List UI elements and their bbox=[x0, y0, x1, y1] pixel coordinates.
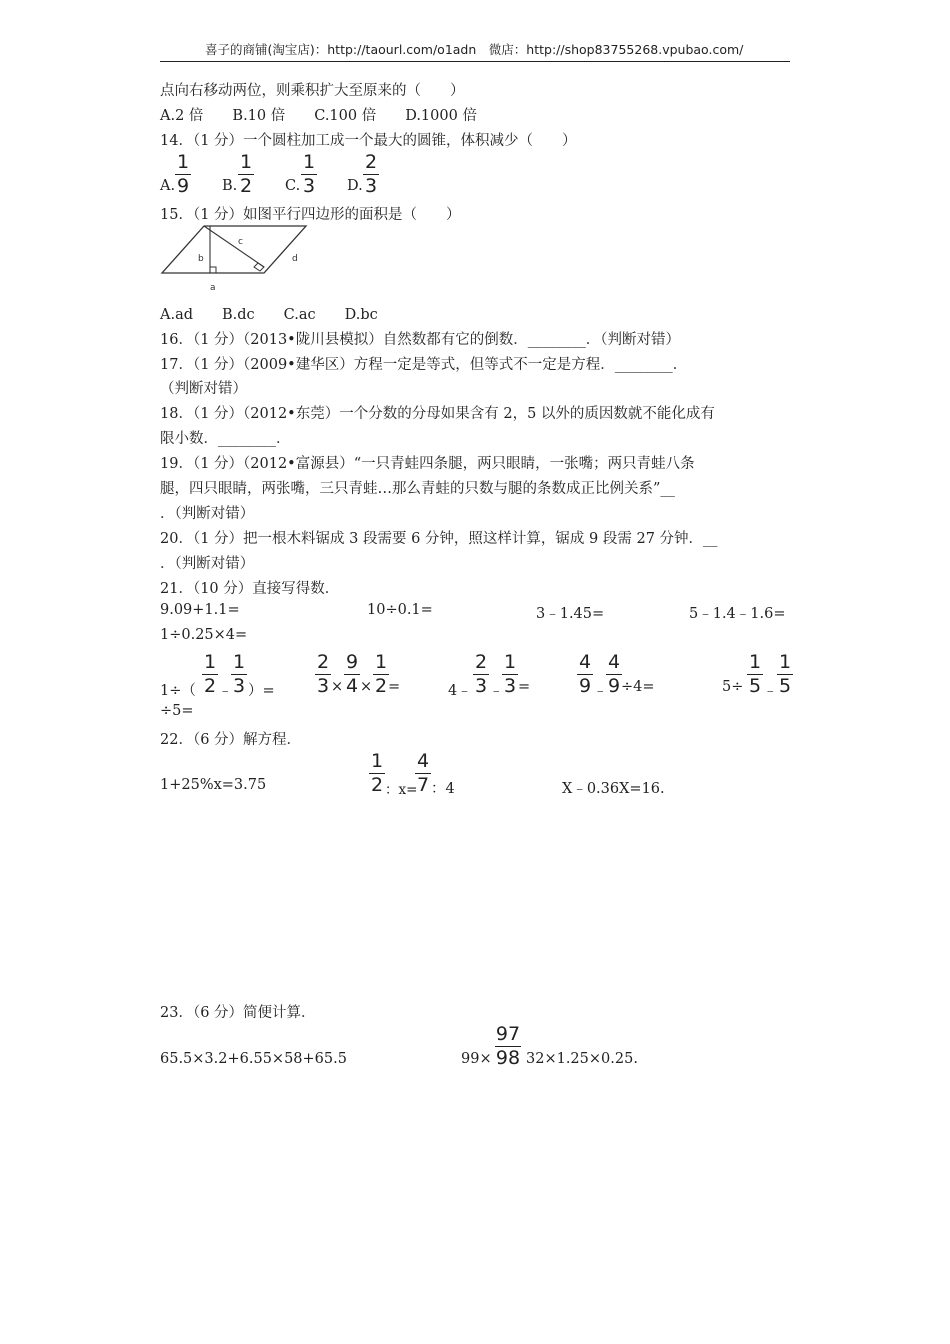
q14-label-d: D. bbox=[347, 178, 363, 194]
q14-label-c: C. bbox=[285, 178, 301, 194]
q21-e3-frac2: $\frac{1}{3}$ bbox=[503, 651, 517, 697]
q21-e2-op1: × bbox=[331, 679, 344, 695]
parallelogram-outline bbox=[162, 226, 306, 273]
q17-line1: 17．（1 分）（2009•建华区）方程一定是等式，但等式不一定是方程．________． bbox=[160, 357, 688, 373]
q20-line2: ．（判断对错） bbox=[160, 556, 255, 572]
q16-text: 16．（1 分）（2013•陇川县模拟）自然数都有它的倒数．________．（判断对错） bbox=[160, 332, 680, 348]
q21-e5-frac1: $\frac{1}{5}$ bbox=[748, 651, 762, 697]
parallelogram-figure bbox=[158, 222, 310, 294]
label-b: b bbox=[198, 254, 204, 264]
q22-e2-sep2: ：4 bbox=[431, 781, 455, 797]
q21-e1-pre: 1÷（ bbox=[160, 683, 196, 699]
q21-e4-frac1: $\frac{4}{9}$ bbox=[578, 651, 592, 697]
right-angle-mark-b bbox=[210, 267, 216, 273]
label-d: d bbox=[292, 254, 298, 264]
q22-e2-sep1: ：x= bbox=[385, 782, 418, 798]
page-header: 喜子的商铺(淘宝店)：http://taourl.com/o1adn 微店：http://shop83755268.vpubao.com/ bbox=[205, 42, 744, 57]
q21-e5-pre: 5÷ bbox=[722, 679, 744, 695]
q21-e3-pre: 4﹣ bbox=[448, 683, 472, 699]
q13-stem-tail: 点向右移动两位，则乘积扩大至原来的（ ） bbox=[160, 83, 465, 99]
q21-e5-op: ﹣ bbox=[763, 683, 778, 699]
q22-e2-frac1: $\frac{1}{2}$ bbox=[370, 750, 384, 796]
q14-stem: 14．（1 分）一个圆柱加工成一个最大的圆锥，体积减少（ ） bbox=[160, 133, 577, 149]
q21-e2-frac1: $\frac{2}{3}$ bbox=[316, 651, 330, 697]
q21-expr-5: 1÷0.25×4= bbox=[160, 627, 248, 643]
q21-e2-op2: × bbox=[360, 679, 373, 695]
q14-label-b: B. bbox=[222, 178, 238, 194]
q21-e3-op: ﹣ bbox=[489, 683, 504, 699]
q13-options: A.2 倍 B.10 倍 C.100 倍 D.1000 倍 bbox=[160, 108, 477, 124]
q21-expr-2: 10÷0.1= bbox=[367, 602, 433, 618]
q21-e3-post: = bbox=[518, 679, 531, 695]
q21-expr-1: 9.09+1.1= bbox=[160, 602, 240, 618]
q21-e4-op: ﹣ bbox=[593, 683, 608, 699]
q21-e5-tail: ÷5= bbox=[160, 703, 194, 719]
q21-e1-frac2: $\frac{1}{3}$ bbox=[232, 651, 246, 697]
q15-options: A.ad B.dc C.ac D.bc bbox=[160, 307, 378, 323]
q23-stem: 23．（6 分）简便计算． bbox=[160, 1005, 316, 1021]
q14-fraction-b: $\frac{1}{2}$ bbox=[239, 151, 253, 197]
q21-e3-frac1: $\frac{2}{3}$ bbox=[474, 651, 488, 697]
q19-line2: 腿，四只眼睛，两张嘴，三只青蛙…那么青蛙的只数与腿的条数成正比例关系”__ bbox=[160, 481, 675, 497]
label-c: c bbox=[238, 237, 243, 247]
q21-e1-post: ）= bbox=[248, 683, 275, 699]
label-a: a bbox=[210, 283, 216, 293]
q15-stem: 15．（1 分）如图平行四边形的面积是（ ） bbox=[160, 207, 461, 223]
q22-stem: 22．（6 分）解方程． bbox=[160, 732, 302, 748]
q14-fraction-a: $\frac{1}{9}$ bbox=[176, 151, 190, 197]
q21-e2-frac2: $\frac{9}{4}$ bbox=[345, 651, 359, 697]
q19-line1: 19．（1 分）（2012•富源县）“一只青蛙四条腿，两只眼睛，一张嘴；两只青蛙八条 bbox=[160, 456, 695, 472]
q21-e1-op: ﹣ bbox=[218, 683, 233, 699]
q21-e4-post: ÷4= bbox=[621, 679, 655, 695]
q21-e5-frac2: $\frac{1}{5}$ bbox=[778, 651, 792, 697]
q23-expr-1: 65.5×3.2+6.55×58+65.5 bbox=[160, 1051, 347, 1067]
q14-fraction-c: $\frac{1}{3}$ bbox=[302, 151, 316, 197]
q19-line3: ．（判断对错） bbox=[160, 506, 255, 522]
q23-e2-frac: $\frac{97}{98}$ bbox=[495, 1023, 521, 1069]
q22-equation-3: X﹣0.36X=16. bbox=[562, 781, 665, 797]
q14-fraction-d: $\frac{2}{3}$ bbox=[364, 151, 378, 197]
right-angle-mark-c bbox=[254, 263, 264, 271]
q22-e2-frac2: $\frac{4}{7}$ bbox=[416, 750, 430, 796]
q21-expr-4: 5﹣1.4﹣1.6= bbox=[689, 606, 786, 622]
q21-e4-frac2: $\frac{4}{9}$ bbox=[607, 651, 621, 697]
q21-e1-frac1: $\frac{1}{2}$ bbox=[203, 651, 217, 697]
q14-label-a: A. bbox=[160, 178, 176, 194]
q21-e2-frac3: $\frac{1}{2}$ bbox=[374, 651, 388, 697]
q17-line2: （判断对错） bbox=[160, 381, 247, 397]
header-rule bbox=[160, 61, 790, 62]
q21-stem: 21．（10 分）直接写得数． bbox=[160, 581, 340, 597]
q21-expr-3: 3﹣1.45= bbox=[536, 606, 605, 622]
q18-line1: 18．（1 分）（2012•东莞）一个分数的分母如果含有 2，5 以外的质因数就不能化成有 bbox=[160, 406, 715, 422]
q22-equation-1: 1+25%x=3.75 bbox=[160, 777, 267, 793]
q18-line2: 限小数．________． bbox=[160, 431, 291, 447]
height-c-line bbox=[204, 226, 264, 267]
q23-e2-pre: 99× bbox=[461, 1051, 492, 1067]
q23-expr-3: 32×1.25×0.25. bbox=[526, 1051, 638, 1067]
q20-line1: 20．（1 分）把一根木料锯成 3 段需要 6 分钟，照这样计算，锯成 9 段需 27 分钟．__ bbox=[160, 531, 718, 547]
q21-e2-post: = bbox=[388, 679, 401, 695]
